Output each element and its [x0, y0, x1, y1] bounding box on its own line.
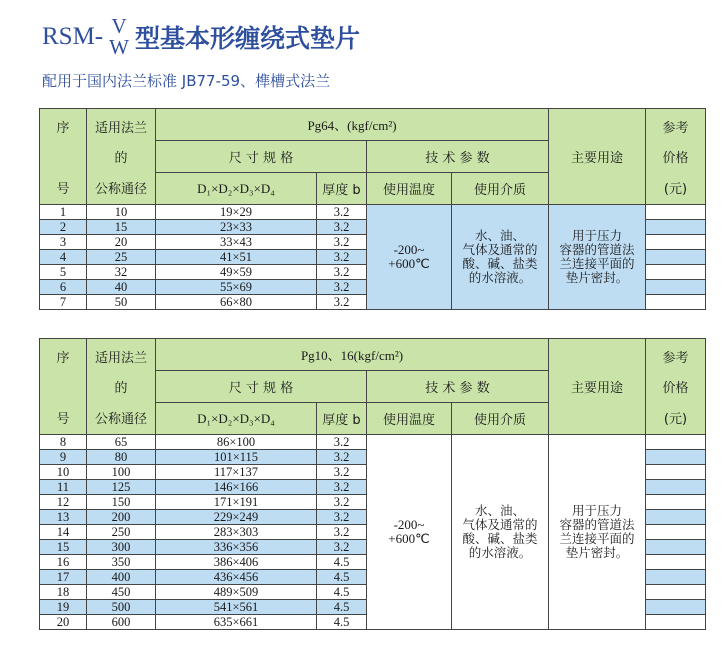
header-tech-params: 技 术 参 数	[367, 371, 549, 403]
row-nominal-diameter: 25	[87, 250, 156, 265]
row-thickness: 3.2	[317, 465, 367, 480]
row-dimensions: 171×191	[156, 495, 317, 510]
row-seq: 17	[40, 570, 87, 585]
row-thickness: 3.2	[317, 235, 367, 250]
header-nominal-diameter: 适用法兰 的 公称通径	[87, 339, 156, 435]
row-dimensions: 229×249	[156, 510, 317, 525]
row-reference-price	[646, 250, 706, 265]
row-reference-price	[646, 525, 706, 540]
row-seq: 5	[40, 265, 87, 280]
usage-line: 垫片密封。	[565, 546, 629, 560]
header-nominal-diameter: 适用法兰 的 公称通径	[87, 109, 156, 205]
row-nominal-diameter: 350	[87, 555, 156, 570]
row-seq: 11	[40, 480, 87, 495]
row-dimensions: 541×561	[156, 600, 317, 615]
row-nominal-diameter: 32	[87, 265, 156, 280]
row-seq: 14	[40, 525, 87, 540]
header-reference-price: 参考 价格 (元)	[646, 339, 706, 435]
row-dimensions: 336×356	[156, 540, 317, 555]
table-row	[40, 205, 706, 220]
row-reference-price	[646, 510, 706, 525]
row-nominal-diameter: 15	[87, 220, 156, 235]
row-thickness: 4.5	[317, 585, 367, 600]
row-reference-price	[646, 570, 706, 585]
cell-medium	[452, 435, 549, 630]
row-reference-price	[646, 205, 706, 220]
table-row	[40, 435, 706, 450]
row-thickness: 3.2	[317, 220, 367, 235]
row-nominal-diameter: 65	[87, 435, 156, 450]
cell-main-usage	[549, 435, 646, 630]
row-dimensions: 66×80	[156, 295, 317, 310]
header-reference-price: 参考 价格 (元)	[646, 109, 706, 205]
row-thickness: 3.2	[317, 525, 367, 540]
medium-line: 的水溶液。	[468, 546, 532, 560]
row-nominal-diameter: 10	[87, 205, 156, 220]
row-reference-price	[646, 295, 706, 310]
row-dimensions: 19×29	[156, 205, 317, 220]
medium-line: 气体及通常的	[462, 243, 538, 257]
header-thickness: 厚度 b	[317, 173, 367, 205]
row-nominal-diameter: 450	[87, 585, 156, 600]
row-nominal-diameter: 600	[87, 615, 156, 630]
row-nominal-diameter: 20	[87, 235, 156, 250]
row-dimensions: 86×100	[156, 435, 317, 450]
row-nominal-diameter: 80	[87, 450, 156, 465]
row-reference-price	[646, 615, 706, 630]
header-tech-params: 技 术 参 数	[367, 141, 549, 173]
row-thickness: 3.2	[317, 450, 367, 465]
spec-table-pg10-16	[39, 338, 706, 630]
row-reference-price	[646, 235, 706, 250]
row-seq: 3	[40, 235, 87, 250]
row-nominal-diameter: 125	[87, 480, 156, 495]
header-main-usage: 主要用途	[549, 109, 646, 205]
usage-line: 用于压力	[571, 504, 622, 518]
row-dimensions: 436×456	[156, 570, 317, 585]
header-medium: 使用介质	[452, 173, 549, 205]
row-reference-price	[646, 280, 706, 295]
medium-line: 的水溶液。	[468, 271, 532, 285]
row-nominal-diameter: 100	[87, 465, 156, 480]
row-dimensions: 55×69	[156, 280, 317, 295]
title-variant-stack	[109, 16, 129, 58]
row-nominal-diameter: 300	[87, 540, 156, 555]
row-seq: 19	[40, 600, 87, 615]
header-pressure-class: Pg10、16(kgf/cm²)	[156, 339, 549, 371]
row-seq: 12	[40, 495, 87, 510]
temperature-line: +600℃	[388, 531, 430, 546]
row-seq: 8	[40, 435, 87, 450]
row-reference-price	[646, 435, 706, 450]
row-reference-price	[646, 540, 706, 555]
row-reference-price	[646, 265, 706, 280]
row-dimensions: 489×509	[156, 585, 317, 600]
header-size-spec: 尺 寸 规 格	[156, 141, 367, 173]
row-dimensions: 33×43	[156, 235, 317, 250]
row-nominal-diameter: 500	[87, 600, 156, 615]
row-seq: 2	[40, 220, 87, 235]
row-dimensions: 49×59	[156, 265, 317, 280]
row-thickness: 4.5	[317, 615, 367, 630]
row-thickness: 4.5	[317, 600, 367, 615]
header-seq: 序 号	[40, 339, 87, 435]
header-dimensions: D₁×D₂×D₃×D₄	[156, 173, 317, 205]
medium-line: 水、油、	[474, 504, 525, 518]
row-thickness: 3.2	[317, 435, 367, 450]
usage-line: 容器的管道法	[559, 243, 635, 257]
row-thickness: 4.5	[317, 555, 367, 570]
header-thickness: 厚度 b	[317, 403, 367, 435]
row-seq: 15	[40, 540, 87, 555]
usage-line: 容器的管道法	[559, 518, 635, 532]
document-title	[42, 12, 360, 62]
row-seq: 16	[40, 555, 87, 570]
title-variant-v: V	[111, 14, 127, 38]
row-thickness: 3.2	[317, 205, 367, 220]
row-nominal-diameter: 400	[87, 570, 156, 585]
medium-line: 酸、碱、盐类	[462, 532, 538, 546]
temperature-line: -200~	[393, 242, 425, 257]
row-thickness: 3.2	[317, 265, 367, 280]
row-dimensions: 146×166	[156, 480, 317, 495]
row-thickness: 3.2	[317, 480, 367, 495]
title-variant-w: W	[109, 35, 129, 59]
header-dimensions: D₁×D₂×D₃×D₄	[156, 403, 317, 435]
row-nominal-diameter: 50	[87, 295, 156, 310]
header-pressure-class: Pg64、(kgf/cm²)	[156, 109, 549, 141]
row-thickness: 3.2	[317, 510, 367, 525]
row-thickness: 3.2	[317, 495, 367, 510]
cell-medium	[452, 205, 549, 310]
usage-line: 兰连接平面的	[559, 532, 635, 546]
title-prefix: RSM-	[42, 23, 104, 50]
cell-temperature-range	[367, 205, 452, 310]
header-temperature: 使用温度	[367, 403, 452, 435]
row-seq: 7	[40, 295, 87, 310]
row-reference-price	[646, 600, 706, 615]
temperature-line: +600℃	[388, 256, 430, 271]
row-nominal-diameter: 250	[87, 525, 156, 540]
row-seq: 9	[40, 450, 87, 465]
usage-line: 用于压力	[571, 229, 622, 243]
row-reference-price	[646, 495, 706, 510]
row-reference-price	[646, 220, 706, 235]
header-main-usage: 主要用途	[549, 339, 646, 435]
row-thickness: 4.5	[317, 570, 367, 585]
header-seq: 序 号	[40, 109, 87, 205]
header-size-spec: 尺 寸 规 格	[156, 371, 367, 403]
usage-line: 垫片密封。	[565, 271, 629, 285]
medium-line: 气体及通常的	[462, 518, 538, 532]
row-seq: 6	[40, 280, 87, 295]
row-seq: 1	[40, 205, 87, 220]
spec-table-pg64	[39, 108, 706, 310]
row-dimensions: 283×303	[156, 525, 317, 540]
row-dimensions: 41×51	[156, 250, 317, 265]
medium-line: 酸、碱、盐类	[462, 257, 538, 271]
document-subtitle: 配用于国内法兰标准 JB77-59、榫槽式法兰	[42, 72, 331, 90]
row-seq: 18	[40, 585, 87, 600]
row-reference-price	[646, 465, 706, 480]
row-dimensions: 101×115	[156, 450, 317, 465]
header-temperature: 使用温度	[367, 173, 452, 205]
row-seq: 20	[40, 615, 87, 630]
row-seq: 13	[40, 510, 87, 525]
usage-line: 兰连接平面的	[559, 257, 635, 271]
row-seq: 10	[40, 465, 87, 480]
row-thickness: 3.2	[317, 250, 367, 265]
row-thickness: 3.2	[317, 540, 367, 555]
row-dimensions: 386×406	[156, 555, 317, 570]
row-seq: 4	[40, 250, 87, 265]
row-dimensions: 635×661	[156, 615, 317, 630]
row-thickness: 3.2	[317, 295, 367, 310]
row-reference-price	[646, 585, 706, 600]
cell-temperature-range	[367, 435, 452, 630]
temperature-line: -200~	[393, 517, 425, 532]
header-medium: 使用介质	[452, 403, 549, 435]
row-thickness: 3.2	[317, 280, 367, 295]
row-nominal-diameter: 150	[87, 495, 156, 510]
row-nominal-diameter: 200	[87, 510, 156, 525]
title-main: 型基本形缠绕式垫片	[134, 24, 360, 53]
row-reference-price	[646, 555, 706, 570]
medium-line: 水、油、	[474, 229, 525, 243]
row-nominal-diameter: 40	[87, 280, 156, 295]
row-dimensions: 23×33	[156, 220, 317, 235]
row-reference-price	[646, 450, 706, 465]
row-reference-price	[646, 480, 706, 495]
cell-main-usage	[549, 205, 646, 310]
row-dimensions: 117×137	[156, 465, 317, 480]
